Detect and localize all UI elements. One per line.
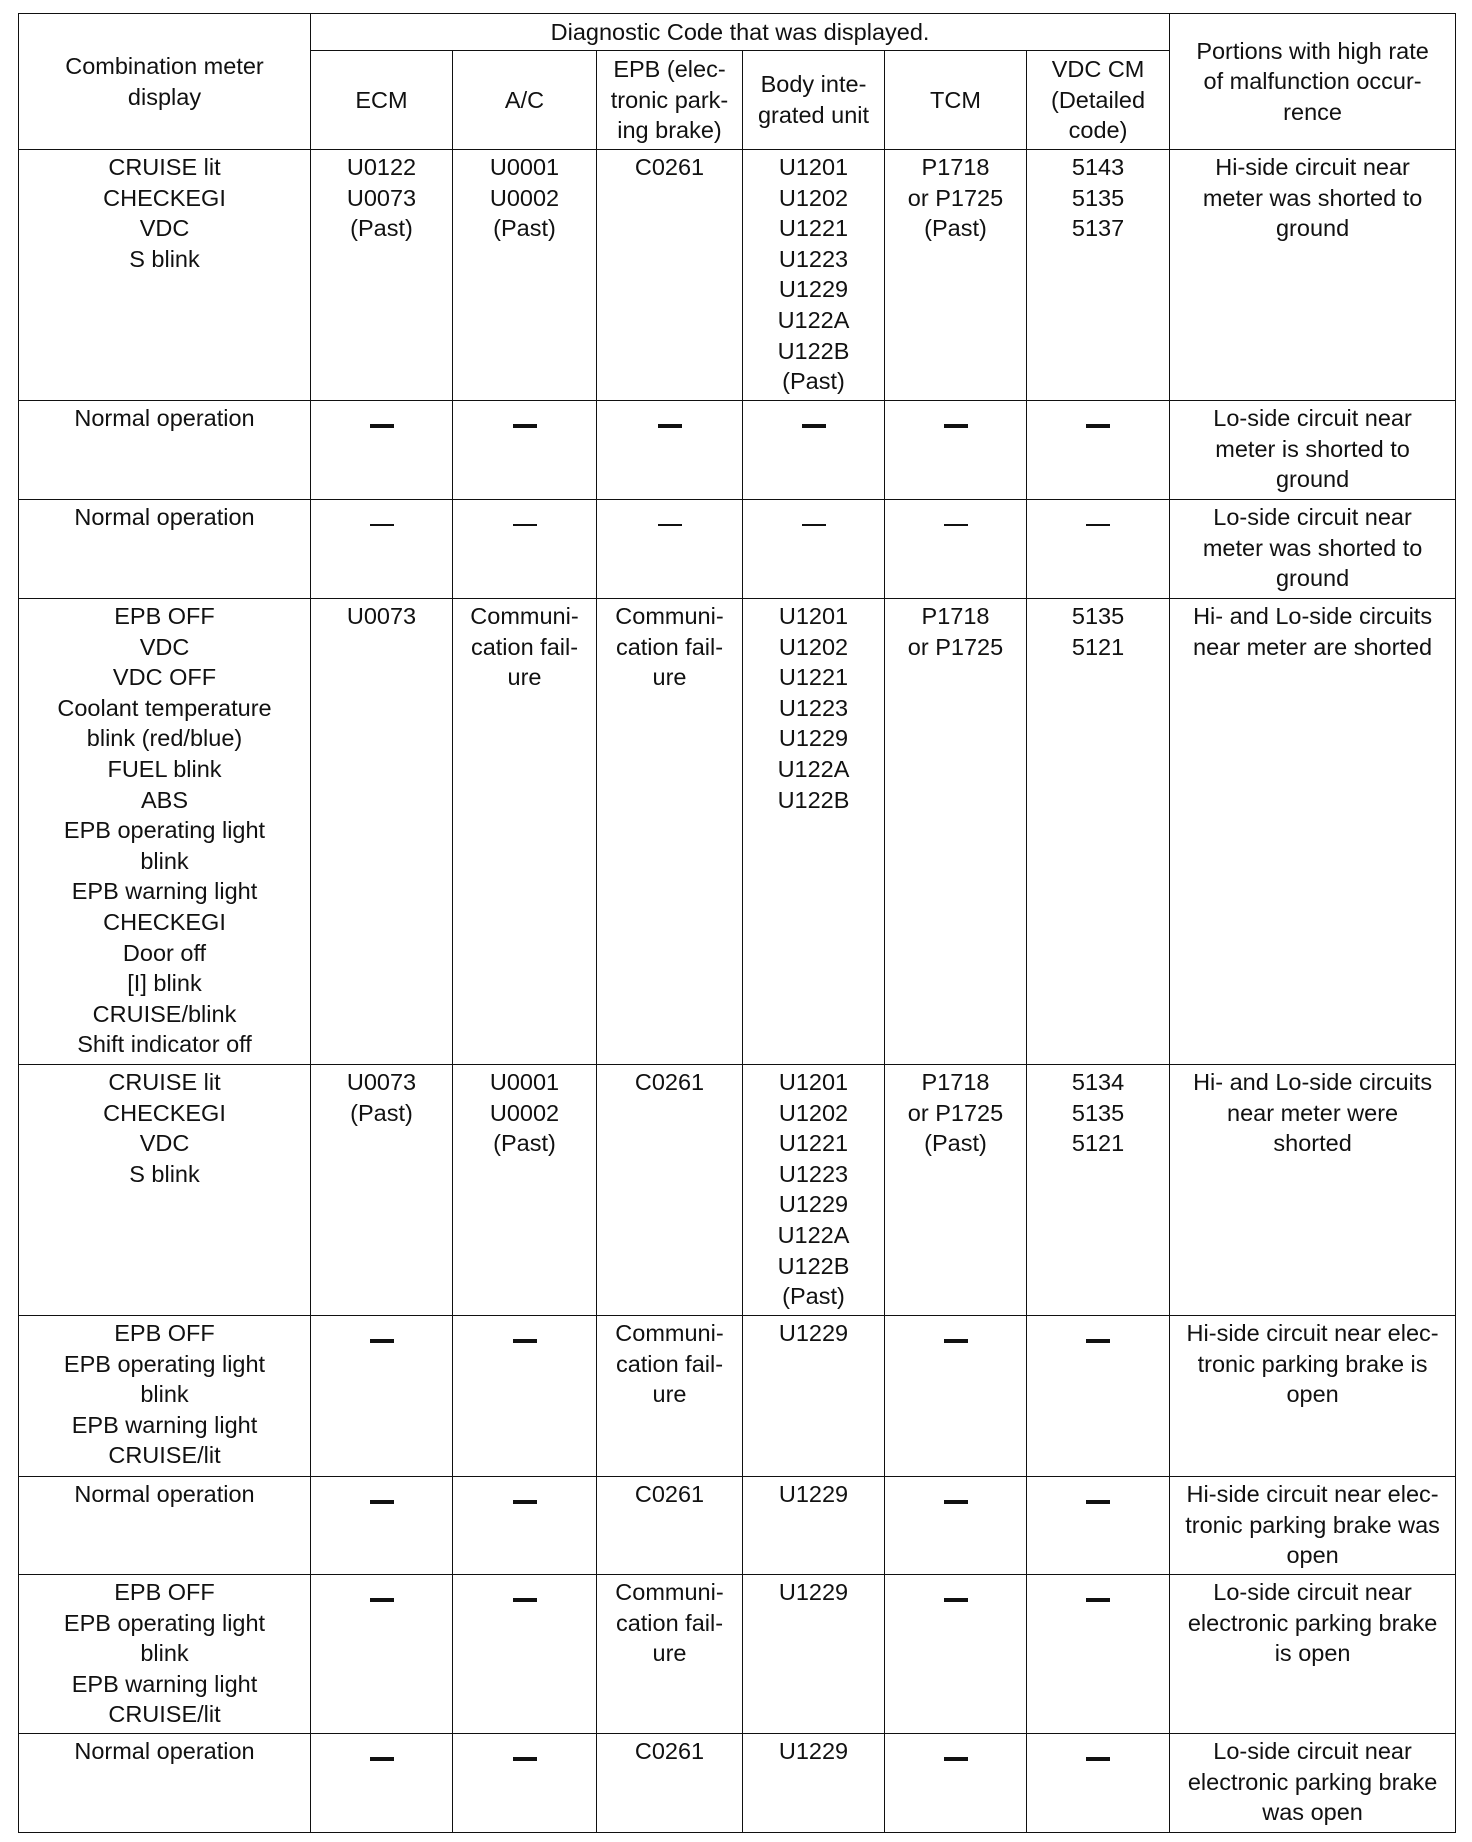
table-row (19, 599, 1456, 1065)
empty-dash-cell (885, 1316, 1027, 1477)
empty-dash-cell (311, 1575, 453, 1734)
dash-mark (1086, 1598, 1110, 1602)
empty-dash-cell (311, 1477, 453, 1575)
epb-cell: C0261 (597, 1477, 743, 1575)
dash-mark (658, 524, 682, 526)
dash-mark (658, 424, 682, 428)
dash-mark (513, 424, 537, 428)
table-row (19, 1477, 1456, 1575)
ecm-cell: U0073 (Past) (311, 1065, 453, 1316)
vdc-cm-cell: 5135 5121 (1027, 599, 1170, 1065)
dash-mark (944, 1757, 968, 1761)
dash-mark (513, 1598, 537, 1602)
header-ecm: ECM (311, 51, 453, 150)
body-integrated-unit-cell: U1229 (743, 1477, 885, 1575)
header-combination-meter-display: Combination meter display (19, 14, 311, 150)
header-epb: EPB (elec- tronic park- ing brake) (597, 51, 743, 150)
empty-dash-cell (1027, 1477, 1170, 1575)
dash-mark (370, 1757, 394, 1761)
dash-mark (370, 1500, 394, 1504)
table-row (19, 1316, 1456, 1477)
ac-cell: U0001 U0002 (Past) (453, 150, 597, 401)
empty-dash-cell (885, 1734, 1027, 1833)
epb-cell: C0261 (597, 1065, 743, 1316)
empty-dash-cell (311, 401, 453, 500)
empty-dash-cell (453, 1734, 597, 1833)
meter-display-cell: Normal operation (19, 1734, 311, 1833)
empty-dash-cell (311, 500, 453, 599)
dash-mark (944, 1598, 968, 1602)
dash-mark (370, 1598, 394, 1602)
empty-dash-cell (1027, 500, 1170, 599)
header-diagnostic-code-group: Diagnostic Code that was displayed. (311, 14, 1170, 51)
table-row (19, 1065, 1456, 1316)
meter-display-cell: Normal operation (19, 500, 311, 599)
table-row (19, 1575, 1456, 1734)
dash-mark (513, 1757, 537, 1761)
empty-dash-cell (1027, 1575, 1170, 1734)
empty-dash-cell (453, 1575, 597, 1734)
body-integrated-unit-cell: U1229 (743, 1575, 885, 1734)
ac-cell: Communi- cation fail- ure (453, 599, 597, 1065)
body-integrated-unit-cell: U1229 (743, 1316, 885, 1477)
empty-dash-cell (597, 401, 743, 500)
epb-cell: Communi- cation fail- ure (597, 599, 743, 1065)
meter-display-cell: CRUISE lit CHECKEGI VDC S blink (19, 150, 311, 401)
header-ac: A/C (453, 51, 597, 150)
empty-dash-cell (885, 401, 1027, 500)
dash-mark (370, 424, 394, 428)
ecm-cell: U0122 U0073 (Past) (311, 150, 453, 401)
meter-display-cell: CRUISE lit CHECKEGI VDC S blink (19, 1065, 311, 1316)
epb-cell: C0261 (597, 150, 743, 401)
epb-cell: Communi- cation fail- ure (597, 1316, 743, 1477)
dash-mark (1086, 424, 1110, 428)
vdc-cm-cell: 5134 5135 5121 (1027, 1065, 1170, 1316)
portion-cell: Hi-side circuit near meter was shorted to ground (1170, 150, 1456, 401)
meter-display-cell: EPB OFF EPB operating light blink EPB warning light CRUISE/lit (19, 1316, 311, 1477)
header-vdc-cm: VDC CM (Detailed code) (1027, 51, 1170, 150)
table-row (19, 1734, 1456, 1833)
meter-display-cell: EPB OFF VDC VDC OFF Coolant temperature blink (red/blue) FUEL blink ABS EPB operating light blink EPB warning light CHECKEGI Door off [I] blink CRUISE/blink Shift indicator off (19, 599, 311, 1065)
diagnostic-code-table (18, 13, 1456, 1833)
empty-dash-cell (885, 1575, 1027, 1734)
dash-mark (1086, 524, 1110, 526)
table-row (19, 150, 1456, 401)
portion-cell: Hi- and Lo-side circuits near meter are shorted (1170, 599, 1456, 1065)
dash-mark (513, 524, 537, 526)
body-integrated-unit-cell: U1229 (743, 1734, 885, 1833)
empty-dash-cell (885, 500, 1027, 599)
header-tcm: TCM (885, 51, 1027, 150)
tcm-cell: P1718 or P1725 (Past) (885, 150, 1027, 401)
dash-mark (802, 424, 826, 428)
meter-display-cell: Normal operation (19, 1477, 311, 1575)
dash-mark (513, 1339, 537, 1343)
portion-cell: Lo-side circuit near electronic parking brake is open (1170, 1575, 1456, 1734)
dash-mark (802, 524, 826, 526)
dash-mark (370, 1339, 394, 1343)
empty-dash-cell (1027, 401, 1170, 500)
ecm-cell: U0073 (311, 599, 453, 1065)
tcm-cell: P1718 or P1725 (Past) (885, 1065, 1027, 1316)
table-row (19, 401, 1456, 500)
dash-mark (1086, 1500, 1110, 1504)
empty-dash-cell (1027, 1734, 1170, 1833)
ac-cell: U0001 U0002 (Past) (453, 1065, 597, 1316)
portion-cell: Lo-side circuit near meter was shorted to ground (1170, 500, 1456, 599)
empty-dash-cell (453, 1316, 597, 1477)
dash-mark (370, 524, 394, 526)
portion-cell: Hi-side circuit near elec- tronic parking brake is open (1170, 1316, 1456, 1477)
empty-dash-cell (1027, 1316, 1170, 1477)
body-integrated-unit-cell: U1201 U1202 U1221 U1223 U1229 U122A U122B (743, 599, 885, 1065)
body-integrated-unit-cell: U1201 U1202 U1221 U1223 U1229 U122A U122B (Past) (743, 1065, 885, 1316)
empty-dash-cell (885, 1477, 1027, 1575)
empty-dash-cell (453, 500, 597, 599)
dash-mark (944, 1339, 968, 1343)
dash-mark (1086, 1339, 1110, 1343)
dash-mark (944, 1500, 968, 1504)
dash-mark (944, 424, 968, 428)
header-body-integrated-unit: Body inte- grated unit (743, 51, 885, 150)
empty-dash-cell (311, 1734, 453, 1833)
empty-dash-cell (453, 1477, 597, 1575)
table-body (19, 150, 1456, 1833)
portion-cell: Hi-side circuit near elec- tronic parking brake was open (1170, 1477, 1456, 1575)
empty-dash-cell (743, 500, 885, 599)
portion-cell: Lo-side circuit near meter is shorted to ground (1170, 401, 1456, 500)
dash-mark (944, 524, 968, 526)
header-portions-high-rate: Portions with high rate of malfunction occur- rence (1170, 14, 1456, 150)
empty-dash-cell (311, 1316, 453, 1477)
dash-mark (513, 1500, 537, 1504)
meter-display-cell: Normal operation (19, 401, 311, 500)
empty-dash-cell (743, 401, 885, 500)
body-integrated-unit-cell: U1201 U1202 U1221 U1223 U1229 U122A U122B (Past) (743, 150, 885, 401)
table-row (19, 500, 1456, 599)
vdc-cm-cell: 5143 5135 5137 (1027, 150, 1170, 401)
portion-cell: Hi- and Lo-side circuits near meter were shorted (1170, 1065, 1456, 1316)
empty-dash-cell (597, 500, 743, 599)
epb-cell: Communi- cation fail- ure (597, 1575, 743, 1734)
meter-display-cell: EPB OFF EPB operating light blink EPB warning light CRUISE/lit (19, 1575, 311, 1734)
epb-cell: C0261 (597, 1734, 743, 1833)
portion-cell: Lo-side circuit near electronic parking brake was open (1170, 1734, 1456, 1833)
empty-dash-cell (453, 401, 597, 500)
dash-mark (1086, 1757, 1110, 1761)
tcm-cell: P1718 or P1725 (885, 599, 1027, 1065)
